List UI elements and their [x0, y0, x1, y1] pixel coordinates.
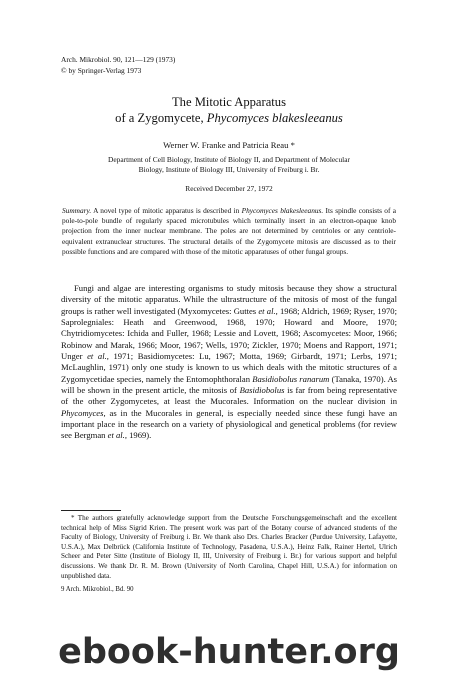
title-line-1: The Mitotic Apparatus	[171, 95, 287, 109]
summary-paragraph	[62, 206, 396, 257]
body-text-span: is far from being representative of the other Zygomycetes, at least the Mucorales. Information on the nuclear division in	[61, 385, 397, 407]
affiliation-line-2: Biology, Institute of Biology III, University of Freiburg i. Br.	[138, 165, 320, 174]
footnote-text: * The authors gratefully acknowledge support from the Deutsche Forschungsgemeinschaft and the excellent technical help of Miss Sigrid Krien. The present work was part of the Botany course of advanced students of the Faculty of Biology, University of Freiburg i. Br. We thank also Drs. Charles Bracker (Purdue University, Lafayette, U.S.A.), Max Delbrück (California Institute of Technology, Pasadena, U.S.A.), Heinz Falk, Rainer Hertel, Ulrich Scheer and Peter Sitte (Institute of Biology II, III, University of Freiburg i. Br.) for various support and helpful discussions. We thank Dr. R. M. Brown (University of North Carolina, Chapel Hill, U.S.A.) for information on unpublished data.	[61, 514, 397, 580]
summary-label: Summary.	[62, 206, 92, 215]
body-text-span: Fungi and algae are interesting organisms to study mitosis because they show a structural diversity of the mitotic apparatus. While the ultrastructure of the mitosis of most of the fungal groups is rather well investigated (Myxomycetes: Guttes	[61, 283, 397, 316]
et-al: et al.	[107, 430, 125, 441]
body-text	[61, 283, 397, 442]
species-name: Basidiobolus ranarum	[252, 373, 330, 384]
body-text-span: , 1971; Basidiomycetes: Lu, 1967; Motta, 1969; Girbardt, 1971; Lerbs, 1971; McLaughlin, 1971) only one study is known to us which deals with the mitotic structures of a Zygomycetidae species, namely the Entomophthoralan	[61, 351, 398, 384]
body-paragraph	[61, 283, 397, 442]
affiliation	[50, 155, 408, 175]
et-al: et al.	[258, 305, 276, 316]
page-footer: 9 Arch. Mikrobiol., Bd. 90	[61, 586, 134, 593]
title-prefix: of a Zygomycete,	[115, 110, 207, 125]
copyright-line: © by Springer-Verlag 1973	[61, 66, 142, 75]
summary-text-1: A novel type of mitotic apparatus is described in	[91, 206, 242, 215]
summary-species: Phycomyces blakesleeanus.	[241, 206, 324, 215]
title-species: Phycomyces blakesleeanus	[206, 110, 343, 125]
summary-text-2: Its spindle consists of a pole-to-pole bundle of regularly spaced microtubules which terminally insert in an electron-opaque knob projection from the inner nuclear membrane. The poles are not determined by centrioles or any centriole-equivalent extranuclear structures. The structural details of the Zygomycete mitosis are discussed as to their possible functions and are compared with those of the mitotic apparatuses of other fungal groups.	[62, 206, 397, 256]
body-text-span: , 1969).	[124, 430, 152, 441]
article-title	[0, 95, 458, 126]
watermark: ebook-hunter.org	[58, 632, 400, 672]
received-date: Received December 27, 1972	[185, 184, 273, 193]
species-name: Phycomyces	[61, 407, 104, 418]
journal-reference: Arch. Mikrobiol. 90, 121—129 (1973)	[61, 55, 176, 64]
author-list: Werner W. Franke and Patricia Reau *	[163, 140, 295, 150]
body-text-span: (Tanaka, 1970). As will be shown in the present article, the mitosis of	[61, 373, 397, 396]
et-al: et al.	[87, 351, 107, 362]
body-text-span: , as in the Mucorales in general, is especially needed since these fungi have an important place in the research on a variety of physiological and genetical problems (for review see Bergman	[61, 407, 397, 441]
footnote	[61, 514, 397, 581]
body-text-span: , 1968; Aldrich, 1969; Ryser, 1970; Saprolegniales: Heath and Greenwood, 1968, 1970; Howard and Moore, 1970; Chytridiomycetes: Ichida and Fuller, 1968; Lessie and Lovett, 1968; Ascomycetes: Moor, 1966; Robinow and Marak, 1966; Moor, 1967; Wells, 1970; Zickler, 1970; Moens and Rapport, 1971; Unger	[61, 305, 397, 362]
journal-header	[61, 54, 175, 76]
footnote-divider	[61, 510, 121, 511]
species-name: Basidiobolus	[239, 385, 285, 396]
affiliation-line-1: Department of Cell Biology, Institute of Biology II, and Department of Molecular	[108, 155, 350, 164]
title-line-2	[0, 111, 458, 127]
